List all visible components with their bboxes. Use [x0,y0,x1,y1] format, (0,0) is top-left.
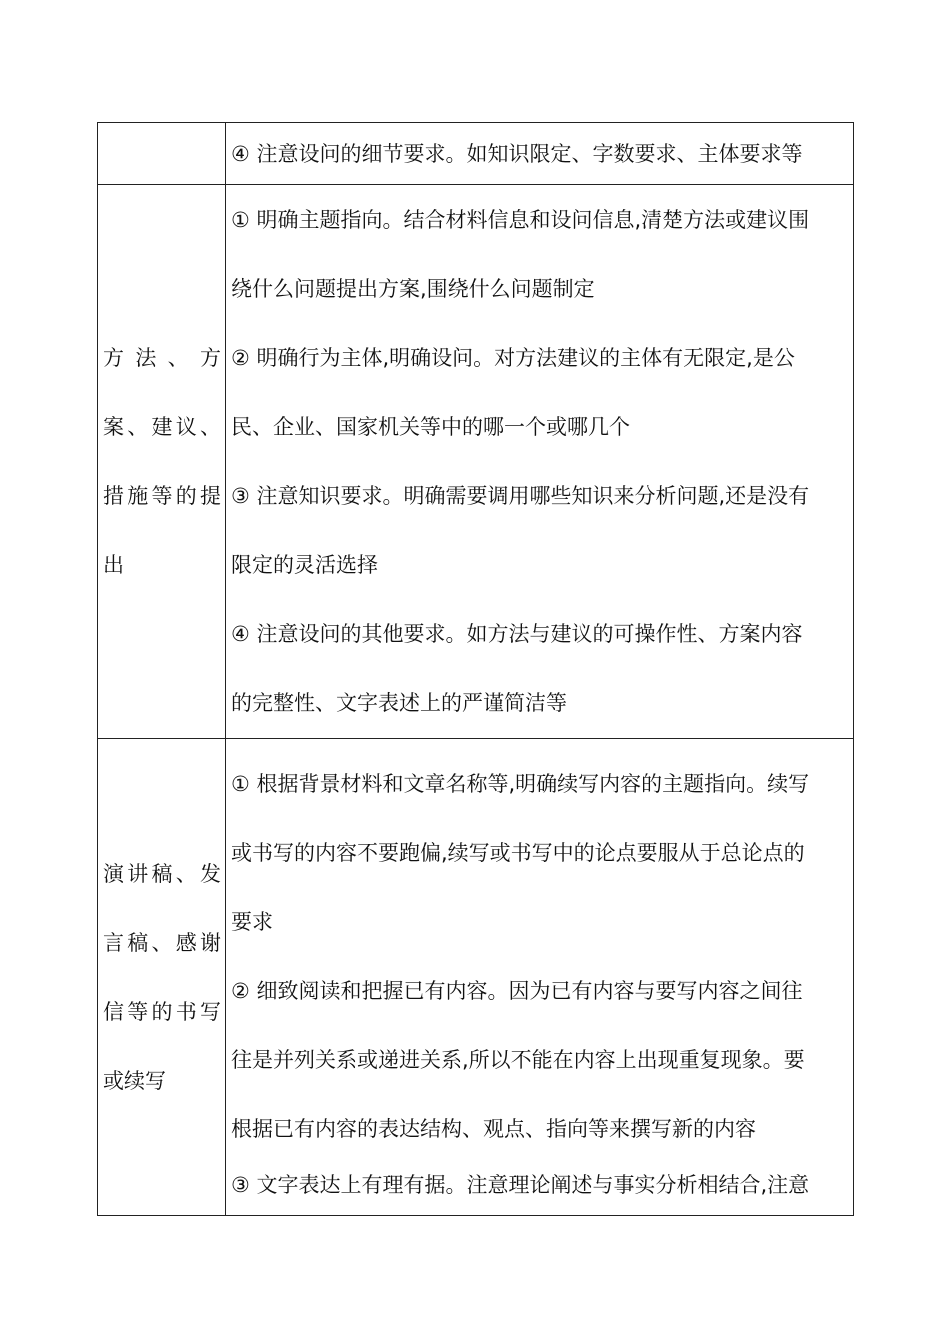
row-category-cell [98,123,226,185]
content-line: ① 根据背景材料和文章名称等,明确续写内容的主题指向。续写 [231,772,810,796]
row-content-cell [226,185,854,739]
content-line: ② 明确行为主体,明确设问。对方法建议的主体有无限定,是公 [231,345,795,370]
content-line: 的完整性、文字表述上的严谨简洁等 [231,690,567,715]
row-category-cell [98,739,226,1216]
content-line: ③ 文字表达上有理有据。注意理论阐述与事实分析相结合,注意 [231,1173,810,1197]
content-line: 绕什么问题提出方案,围绕什么问题制定 [231,276,595,301]
guidance-table [97,122,854,1216]
row-content-cell [226,739,854,1216]
category-line: 或续写 [103,1069,166,1093]
row-category-cell [98,185,226,739]
category-line: 方 法 、 方 [103,345,221,370]
content-line: ③ 注意知识要求。明确需要调用哪些知识来分析问题,还是没有 [231,483,810,508]
content-line: 限定的灵活选择 [231,552,378,577]
category-line: 信等的书写 [103,1000,221,1024]
content-line: ④ 注意设问的细节要求。如知识限定、字数要求、主体要求等 [231,141,803,166]
content-line: 根据已有内容的表达结构、观点、指向等来撰写新的内容 [231,1117,756,1141]
content-line: 往是并列关系或递进关系,所以不能在内容上出现重复现象。要 [231,1048,805,1072]
category-line: 出 [103,552,124,577]
row-content-cell [226,123,854,185]
content-line: ② 细致阅读和把握已有内容。因为已有内容与要写内容之间往 [231,979,803,1003]
content-line: 民、企业、国家机关等中的哪一个或哪几个 [231,414,630,439]
content-line: ④ 注意设问的其他要求。如方法与建议的可操作性、方案内容 [231,621,803,646]
content-line: ① 明确主题指向。结合材料信息和设问信息,清楚方法或建议围 [231,207,810,232]
table-row [98,123,854,185]
category-line: 案、建议、 [103,414,221,439]
table-row [98,739,854,1216]
category-line: 演讲稿、发 [103,862,221,886]
category-line: 言稿、感谢 [103,931,221,955]
table-row [98,185,854,739]
content-line: 要求 [231,910,273,934]
content-line: 或书写的内容不要跑偏,续写或书写中的论点要服从于总论点的 [231,841,805,865]
category-line: 措施等的提 [103,483,221,508]
